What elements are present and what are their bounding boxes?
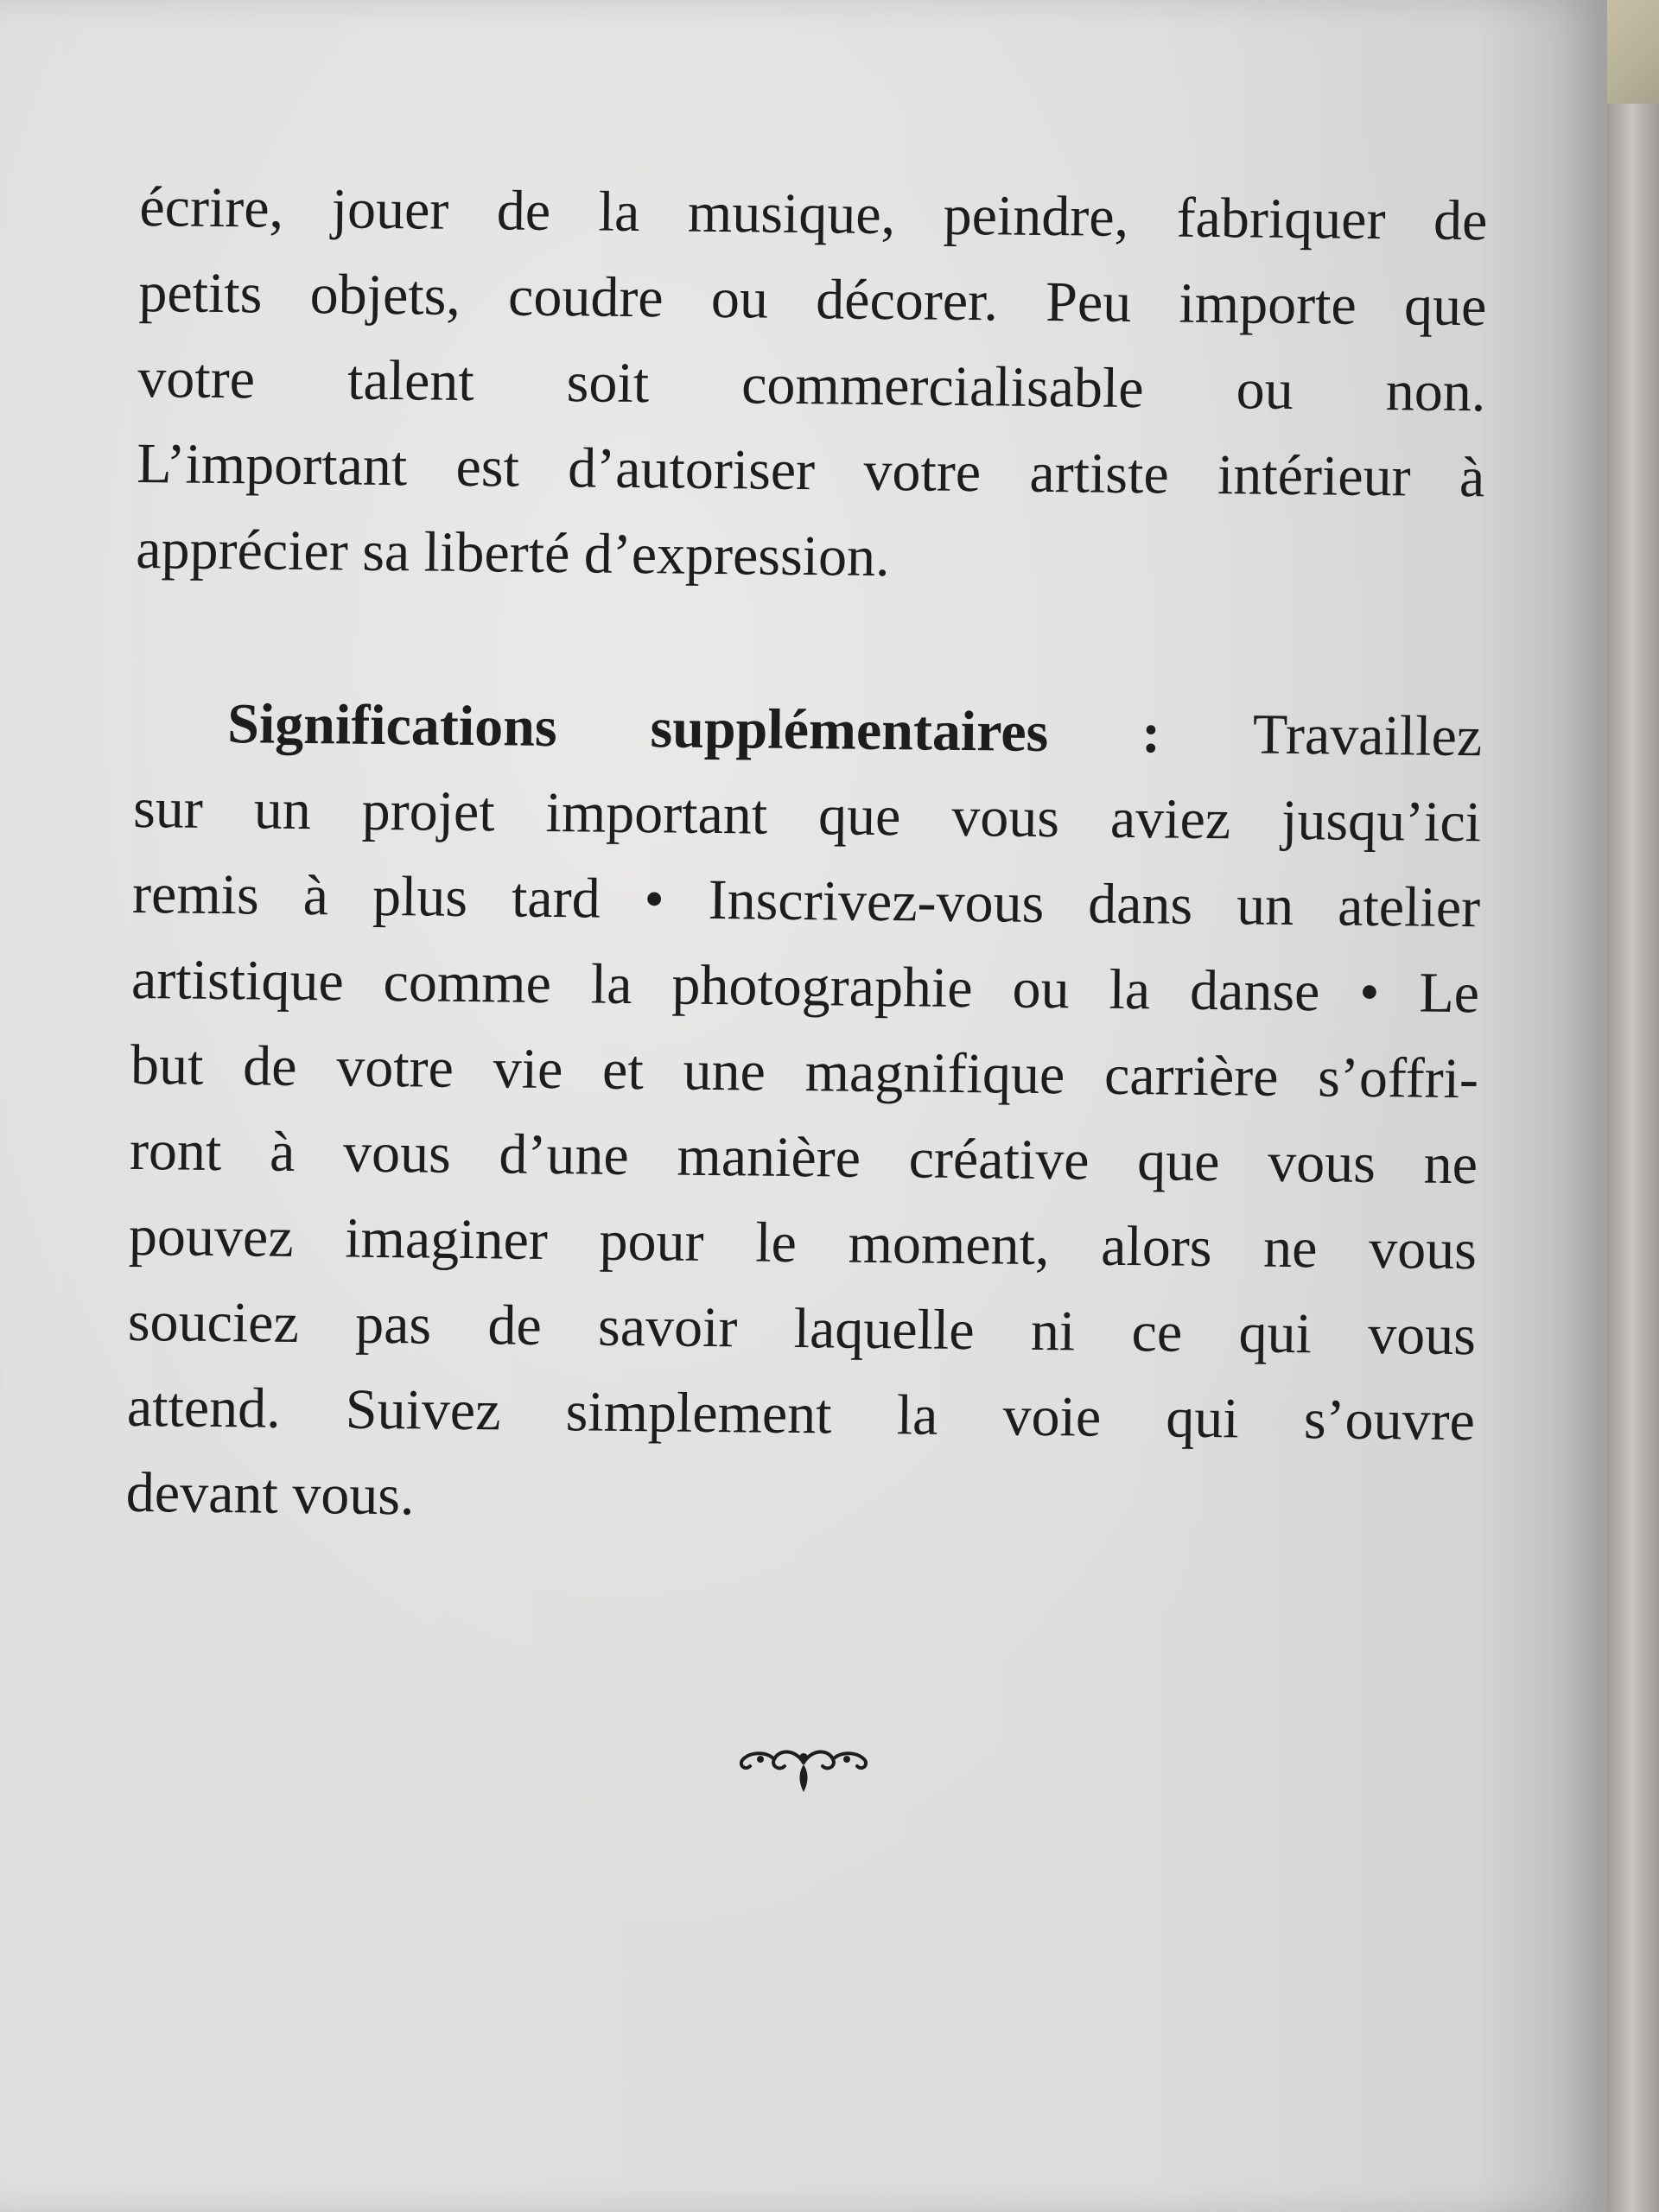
text-line: souciez pas de savoir laquelle ni ce qui vous <box>127 1289 1477 1368</box>
text-line: votre talent soit commercialisable ou non. <box>137 346 1486 424</box>
text-line: ront à vous d’une manière créative que vous ne <box>129 1118 1478 1197</box>
paragraph-1 <box>136 164 1488 606</box>
paragraph-2 <box>125 680 1482 1549</box>
text-line <box>134 680 1483 779</box>
text-line: artistique comme la photographie ou la danse • Le <box>130 947 1480 1026</box>
heading-continuation: Travaillez <box>1252 702 1483 769</box>
text-line: sur un projet important que vous aviez jusqu’ici <box>132 776 1482 855</box>
section-heading: Significations supplémentaires : <box>226 692 1161 766</box>
text-line: attend. Suivez simplement la voie qui s’ouvre <box>126 1375 1476 1453</box>
page-edge-stack <box>1599 0 1659 2212</box>
text-line: devant vous. <box>125 1460 415 1528</box>
text-line: petits objets, coudre ou décorer. Peu importe que <box>138 260 1487 339</box>
text-line: L’important est d’autoriser votre artiste intérieur à <box>136 431 1485 510</box>
body-text <box>125 164 1488 1549</box>
fleuron-ornament-icon <box>734 1737 873 1797</box>
text-line: écrire, jouer de la musique, peindre, fabriquer de <box>139 175 1488 253</box>
paragraph-spacing <box>135 592 1484 694</box>
text-line: pouvez imaginer pour le moment, alors ne vous <box>128 1204 1478 1282</box>
text-line: but de votre vie et une magnifique carrière s’offri- <box>130 1033 1479 1111</box>
text-line: remis à plus tard • Inscrivez-vous dans un atelier <box>131 861 1481 940</box>
text-line: apprécier sa liberté d’expression. <box>135 517 890 589</box>
